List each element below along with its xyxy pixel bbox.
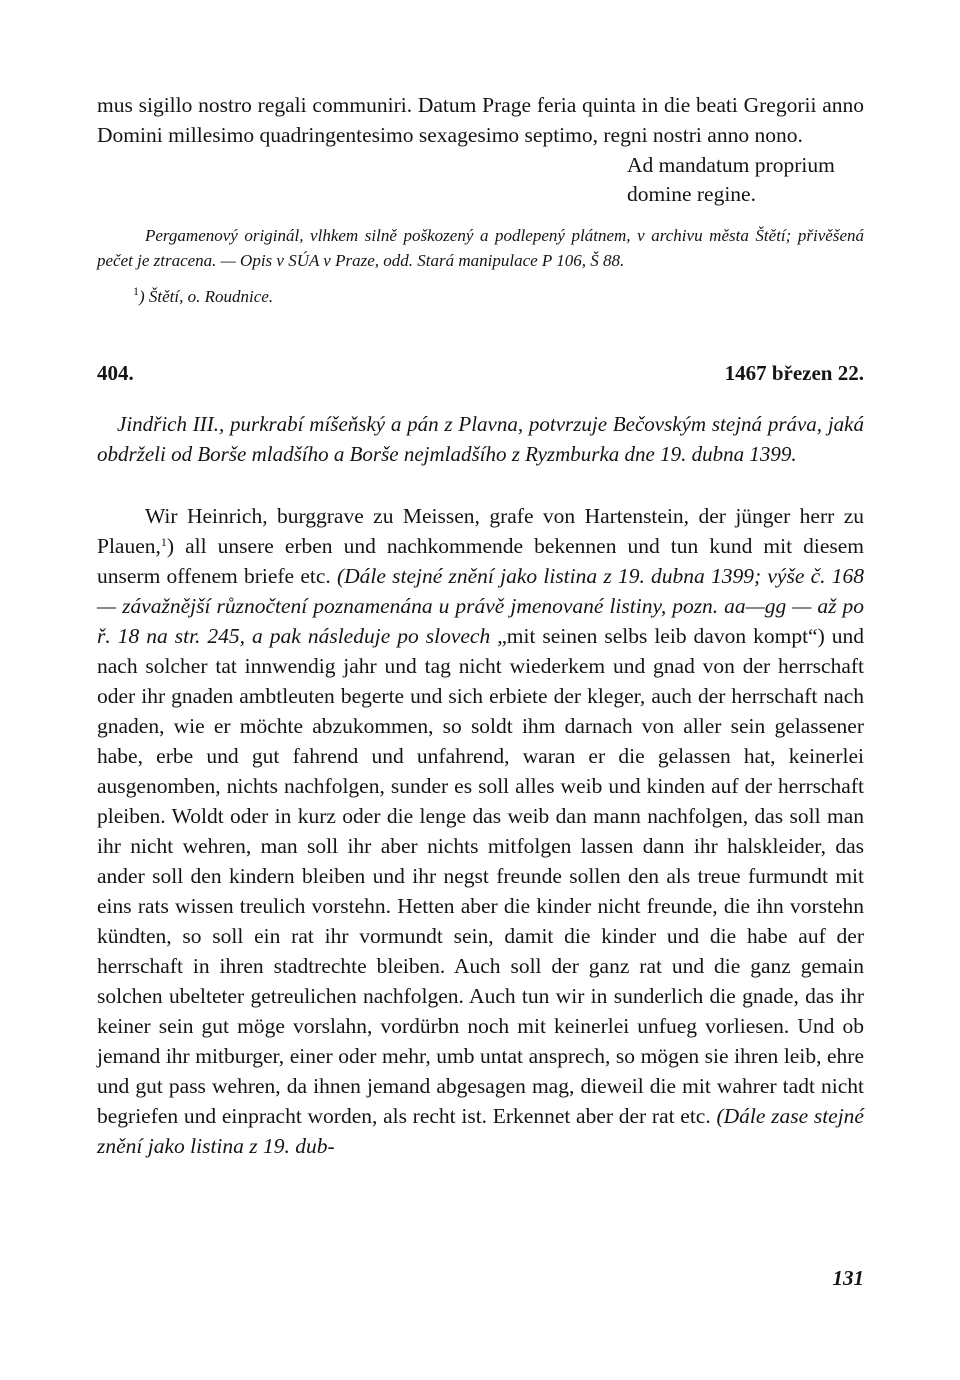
archival-note: Pergamenový originál, vlhkem silně poškozený a podlepený plátnem, v archivu města Štětí; přivěšená pečet je ztracena. — Opis v SÚA v Praze, odd. Stará manipulace P 106, Š 88. xyxy=(97,226,864,270)
main-text-part-2: ) all unsere erben und nachkommende bekennen und tun kund mit diesem unserm offenem briefe etc. xyxy=(97,534,864,588)
signature-block xyxy=(97,151,864,209)
document-heading xyxy=(97,359,864,387)
signature-line-1: Ad mandatum proprium xyxy=(627,153,835,177)
main-text-part-1: Wir Heinrich, burggrave zu Meissen, grafe von Hartenstein, der jünger herr zu Plauen, xyxy=(97,504,864,558)
page-number: 131 xyxy=(832,1266,864,1290)
document-number: 404. xyxy=(97,361,134,385)
footnote xyxy=(133,285,864,309)
signature-line-2: domine regine. xyxy=(627,182,756,206)
page-content xyxy=(97,90,864,1161)
footnote-text: ) Štětí, o. Roudnice. xyxy=(139,287,274,306)
regest: Jindřich III., purkrabí míšeňský a pán z Plavna, potvrzuje Bečovským stejná práva, jaká obdrželi od Borše mladšího a Borše nejmladšího z Ryzmburka dne 19. dubna 1399. xyxy=(97,412,864,466)
footnote-reference: 1 xyxy=(160,535,167,549)
document-date: 1467 březen 22. xyxy=(724,361,864,385)
main-text-part-3: „mit seinen selbs leib davon kompt“) und nach solcher tat innwendig jahr und tag nicht wiederkem und gnad von der herrschaft oder ihr gnaden ambtleuten begerte und sich erbiete der kleger, auch der herrschaft nach gnaden, wie er möchte abzukommen, so soldt ihm darnach von aller sein gelassener habe, erbe und gut fahrend und unfahrend, waran er die gelassen hat, keinerlei ausgenomben, nichts nachfolgen, sunder es soll alles weib und kinden auf der herrschaft pleiben. Woldt oder in kurz oder die lenge das weib dan mann nachfolgen, das soll man ihr nicht wehren, man soll ihr aber nichts mitfolgen lassen dann ihr halskleider, das ander soll den kindern bleiben und ihr negst freunde sollen den als treue furmundt mit eins rats wissen treulich vorstehn. Hetten aber die kinder nicht freunde, die ihn vorstehn kündten, so soll ein rat ihr vormundt sein, damit die kinder und die habe auf der herrschaft in ihren stadtrechte bleiben. Auch soll der ganz rat und die ganz gemain solchen ubelteter getreulichen nachfolgen. Auch tun wir in sunderlich die gnade, das ihr keiner sein gut möge vorslahn, vordürbn noch mit keinerlei unfueg vorliesen. Und ob jemand ihr mitburger, einer oder mehr, umb untat ansprech, so mögen sie ihren leib, ehre und gut pass wehren, da ihnen jemand abgesagen mag, dieweil die mit wahrer tadt nicht begriefen und einpracht worden, als recht ist. Erkennet aber der rat etc. xyxy=(97,624,864,1128)
footnote-mark: 1 xyxy=(133,284,139,298)
main-text xyxy=(97,501,864,1161)
editorial-note-2: (Dále zase stejné znění jako listina z 19. dub- xyxy=(97,1104,864,1158)
editorial-note-1: (Dále stejné znění jako listina z 19. dubna 1399; výše č. 168 — závažnější různočtení poznamenána u právě jmenované listiny, pozn. aa—gg — až po ř. 18 na str. 245, a pak následuje po slovech xyxy=(97,564,864,648)
top-paragraph: mus sigillo nostro regali communiri. Datum Prage feria quinta in die beati Gregorii anno Domini millesimo quadringentesimo sexagesimo septimo, regni nostri anno nono. xyxy=(97,93,864,147)
